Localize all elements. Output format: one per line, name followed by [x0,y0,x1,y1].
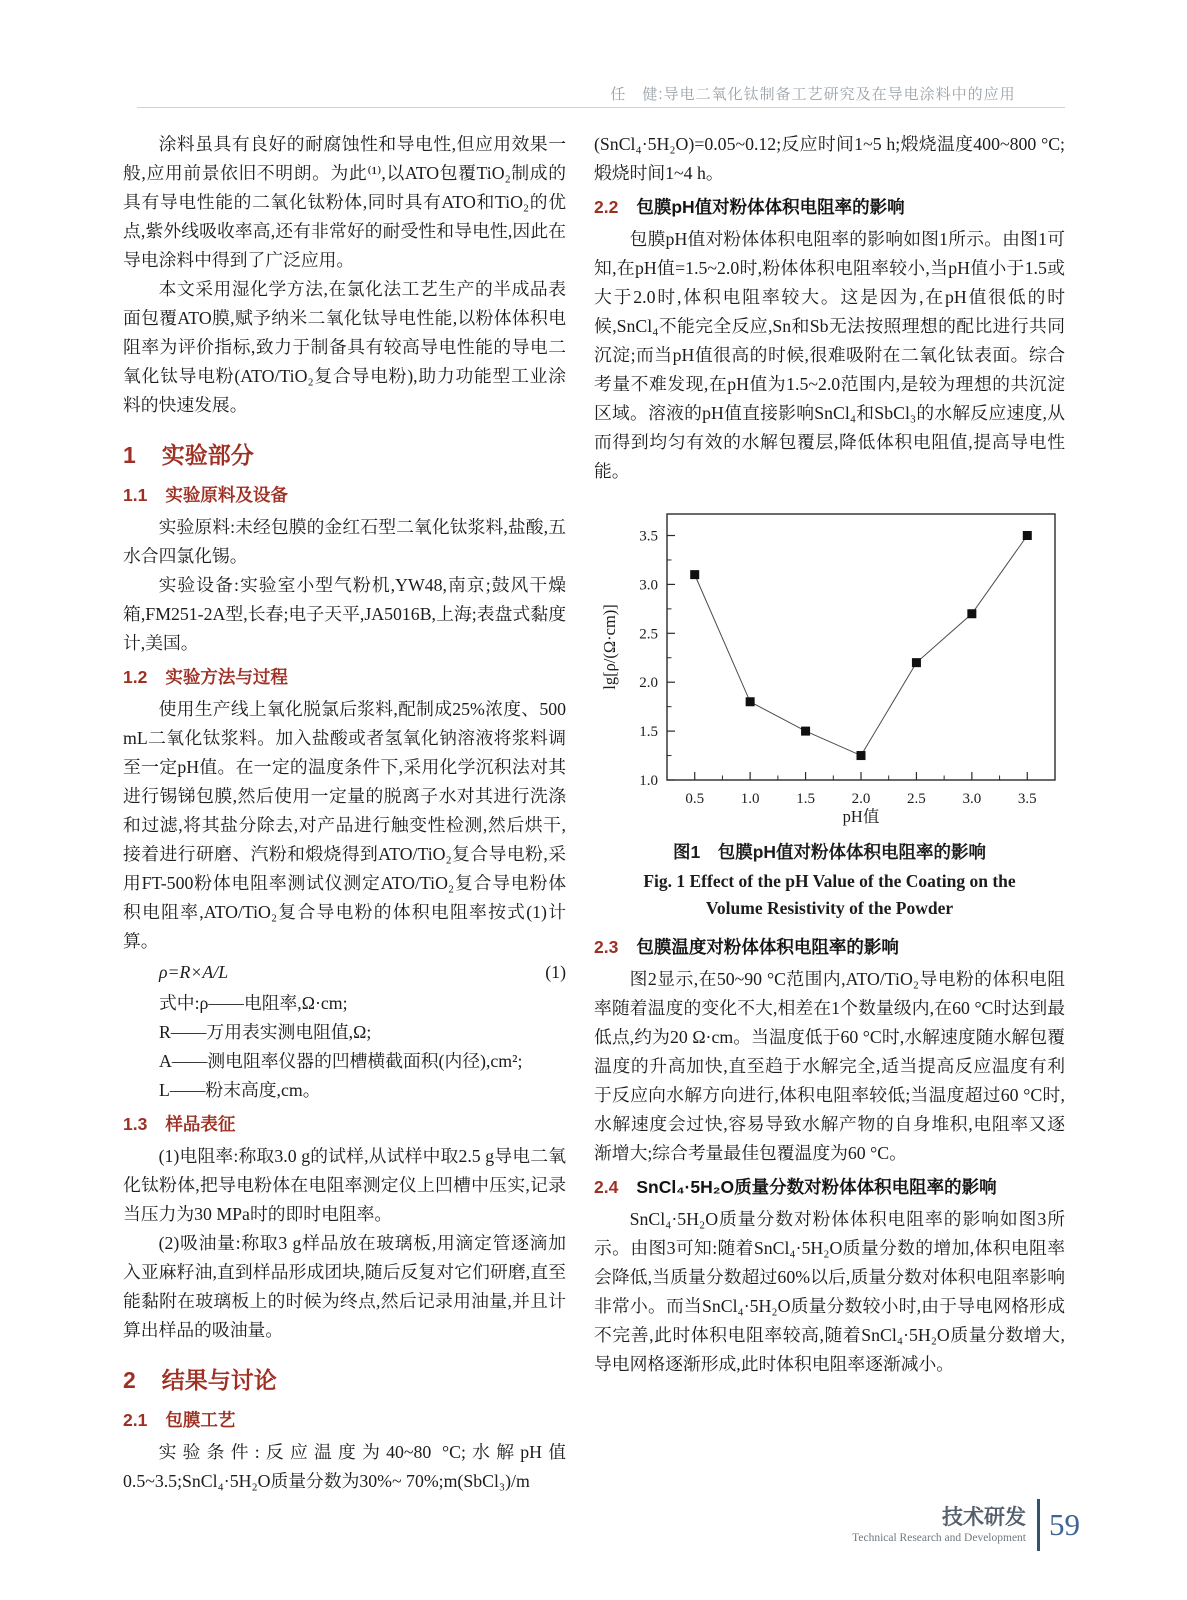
subsection-heading-1-1: 1.1 实验原料及设备 [123,485,288,505]
paragraph-ph-effect: 包膜pH值对粉体体积电阻率的影响如图1所示。由图1可知,在pH值=1.5~2.0时,粉体体积电阻率较小,当pH值小于1.5或大于2.0时,体积电阻率较大。这是因为,在pH值很低的时候,SnCl₄不能完全反应,Sn和Sb无法按照理想的配比进行共同沉淀;而当pH值很高的时候,很难吸附在二氧化钛表面。综合考量不难发现,在pH值为1.5~2.0范围内,是较为理想的共沉淀区域。溶液的pH值直接影响SnCl₄和SbCl₃的水解反应速度,从而得到均匀有效的水解包覆层,降低体积电阻值,提高导电性能。 [594,229,1065,481]
equation-number: (1) [545,962,566,982]
paragraph-intro1: 涂料虽具有良好的耐腐蚀性和导电性,但应用效果一般,应用前景依旧不明朗。为此⁽¹⁾,以ATO包覆TiO₂制成的具有导电性能的二氧化钛粉体,同时具有ATO和TiO₂的优点,紫外线吸收率高,还有非常好的耐受性和导电性,因此在导电涂料中得到了广泛应用。 [123,134,566,270]
paragraph-materials: 实验原料:未经包膜的金红石型二氧化钛浆料,盐酸,五水合四氯化锡。 [123,517,566,566]
paragraph-temp-effect: 图2显示,在50~90 °C范围内,ATO/TiO₂导电粉的体积电阻率随着温度的变化不大,相差在1个数量级内,在60 °C时达到最低点,约为20 Ω·cm。当温度低于60 °C时,水解速度随水解包覆温度的升高加快,直至趋于水解完全,适当提高反应温度有利于反应向水解方向进行,体积电阻率较低;当温度超过60 °C时,水解速度会过快,容易导致水解产物的自身堆积,电阻率又逐渐增大;综合考量最佳包覆温度为60 °C。 [594,969,1065,1163]
svg-text:1.5: 1.5 [638,724,658,741]
section-heading-1: 1 实验部分 [123,442,254,468]
right-column [594,130,1065,1379]
paragraph-characterization1: (1)电阻率:称取3.0 g的试样,从试样中取2.5 g导电二氧化钛粉体,把导电粉体在电阻率测定仪上凹槽中压实,记录当压力为30 MPa时的即时电阻率。 [123,1146,566,1224]
y-axis-label: lg[ρ/(Ω·cm)] [599,604,619,690]
subsection-heading-2-3: 2.3 包膜温度对粉体体积电阻率的影响 [594,937,899,957]
figure1-caption-cn: 图1 包膜pH值对粉体体积电阻率的影响 [672,842,987,862]
footer-section-en: Technical Research and Development [852,1531,1026,1544]
equation-where-rho: 式中:ρ——电阻率,Ω·cm; [159,993,348,1013]
section-heading-2: 2 结果与讨论 [123,1367,277,1393]
left-column [123,130,566,1496]
page-footer [700,1499,1080,1551]
footer-section-cn: 技术研发 [942,1505,1026,1529]
svg-text:2.0: 2.0 [851,791,870,807]
footer-column-titles [852,1505,1026,1546]
svg-text:1.0: 1.0 [740,791,760,807]
section-number: 1 [123,442,136,468]
paragraph-method: 使用生产线上氧化脱氯后浆料,配制成25%浓度、500 mL二氧化钛浆料。加入盐酸或者氢氧化钠溶液将浆料调至一定pH值。在一定的温度条件下,采用化学沉积法对其进行锡锑包膜,然后使用一定量的脱离子水对其进行洗涤和过滤,将其盐分除去,对产品进行触变性检测,然后烘干,接着进行研磨、汽粉和煅烧得到ATO/TiO₂复合导电粉,采用FT-500粉体电阻率测试仪测定ATO/TiO₂复合导电粉体积电阻率,ATO/TiO₂复合导电粉的体积电阻率按式(1)计算。 [123,699,566,951]
paragraph-mass-fraction-effect: SnCl₄·5H₂O质量分数对粉体体积电阻率的影响如图3所示。由图3可知:随着SnCl₄·5H₂O质量分数的增加,体积电阻率会降低,当质量分数超过60%以后,质量分数对体积电阻率影响非常小。而当SnCl₄·5H₂O质量分数较小时,由于导电网格形成不完善,此时体积电阻率较高,随着SnCl₄·5H₂O质量分数增大,导电网格逐渐形成,此时体积电阻率逐渐减小。 [594,1209,1065,1374]
svg-text:3.5: 3.5 [638,528,658,545]
subsection-heading-2-4: 2.4 SnCl₄·5H₂O质量分数对粉体体积电阻率的影响 [594,1177,997,1197]
subsection-heading-1-3: 1.3 样品表征 [123,1114,236,1134]
paragraph-intro2: 本文采用湿化学方法,在氯化法工艺生产的半成品表面包覆ATO膜,赋予纳米二氧化钛导电性能,以粉体体积电阻率为评价指标,致力于制备具有较高导电性能的导电二氧化钛导电粉(ATO/TiO₂复合导电粉),助力功能型工业涂料的快速发展。 [123,279,566,415]
line-chart-ph-vs-resistivity [595,502,1065,832]
paragraph-characterization2: (2)吸油量:称取3 g样品放在玻璃板,用滴定管逐滴加入亚麻籽油,直到样品形成团块,随后反复对它们研磨,直至能黏附在玻璃板上的时候为终点,然后记录用油量,并且计算出样品的吸油量。 [123,1233,566,1340]
equation-expression: ρ=R×A/L [159,962,229,982]
svg-text:3.0: 3.0 [961,791,981,807]
header-rule [137,107,1065,108]
svg-text:2.5: 2.5 [906,791,926,807]
svg-text:3.5: 3.5 [1017,791,1037,807]
x-axis-label: pH值 [842,807,879,826]
paragraph-conditions-left: 实验条件:反应温度为40~80 °C;水解pH值0.5~3.5;SnCl₄·5H₂O质量分数为30%~ 70%;m(SbCl₃)/m [123,1442,566,1491]
equation-where-R: R——万用表实测电阻值,Ω; [159,1022,372,1042]
subsection-heading-2-2: 2.2 包膜pH值对粉体体积电阻率的影响 [594,197,905,217]
equation-where-L: L——粉末高度,cm。 [159,1080,321,1100]
subsection-heading-1-2: 1.2 实验方法与过程 [123,667,288,687]
svg-text:1.5: 1.5 [795,791,815,807]
running-header: 任 健:导电二氧化钛制备工艺研究及在导电涂料中的应用 [610,86,1016,103]
paragraph-equipment: 实验设备:实验室小型气粉机,YW48,南京;鼓风干燥箱,FM251-2A型,长春;电子天平,JA5016B,上海;表盘式黏度计,美国。 [123,575,566,653]
equation-1 [123,958,566,987]
svg-text:2.0: 2.0 [638,675,658,692]
footer-divider [1037,1499,1040,1551]
svg-text:3.0: 3.0 [638,577,658,594]
svg-text:0.5: 0.5 [684,791,704,807]
svg-text:2.5: 2.5 [638,626,658,643]
figure1-caption-en: Fig. 1 Effect of the pH Value of the Coating on the Volume Resistivity of the Powder [643,871,1016,918]
equation-where-A: A——测电阻率仪器的凹槽横截面积(内径),cm²; [159,1051,523,1071]
subsection-heading-2-1: 2.1 包膜工艺 [123,1410,236,1430]
paragraph-conditions-right: (SnCl₄·5H₂O)=0.05~0.12;反应时间1~5 h;煅烧温度400~800 °C;煅烧时间1~4 h。 [594,134,1065,183]
page-number: 59 [1049,1507,1080,1542]
svg-text:1.0: 1.0 [638,773,658,789]
figure1 [594,502,1065,922]
